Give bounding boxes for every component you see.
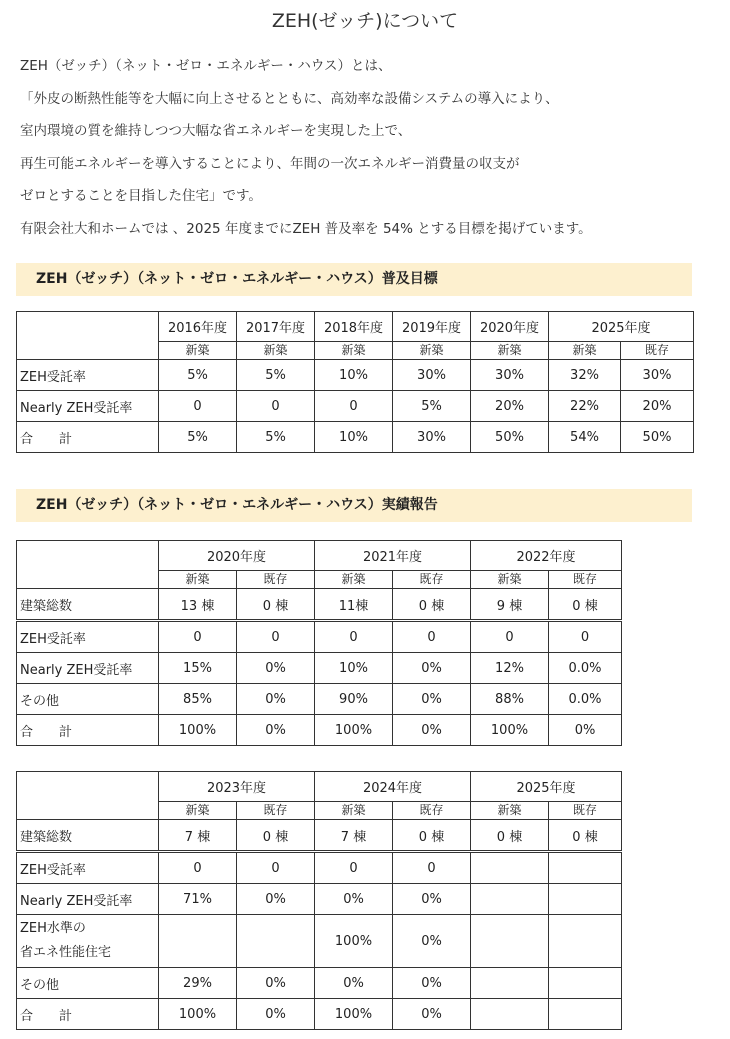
target-year-row [17,312,694,342]
cell: 0 [315,621,393,653]
year-header: 2024年度 [315,772,471,802]
year-header: 2025年度 [471,772,622,802]
table-row [17,621,622,653]
cell: 5% [237,360,315,391]
row-label: ZEH受託率 [17,621,159,653]
cell: 0 棟 [237,589,315,621]
table-row [17,360,694,391]
report-heading: ZEH（ゼッチ）（ネット・ゼロ・エネルギー・ハウス）実績報告 [16,489,692,522]
cell: 5% [237,422,315,453]
cell: 100% [315,999,393,1030]
cell: 0% [237,884,315,915]
year-header: 2017年度 [237,312,315,342]
cell: 20% [621,391,694,422]
table-row [17,589,622,621]
cell [549,915,622,968]
cell: 30% [393,360,471,391]
sub-header: 新築 [159,571,237,589]
cell: 0 [237,621,315,653]
cell: 0 棟 [393,589,471,621]
table-row [17,820,622,852]
year-header: 2025年度 [549,312,694,342]
sub-header: 新築 [159,802,237,820]
cell: 0 棟 [393,820,471,852]
cell [471,884,549,915]
table-row [17,653,622,684]
cell: 30% [621,360,694,391]
cell: 7 棟 [315,820,393,852]
cell: 85% [159,684,237,715]
row-label: その他 [17,968,159,999]
intro-line: 室内環境の質を維持しつつ大幅な省エネルギーを実現した上で、 [20,123,412,139]
cell: 54% [549,422,621,453]
cell: 0% [393,653,471,684]
table-row [17,684,622,715]
sub-header: 新築 [315,571,393,589]
cell: 5% [159,422,237,453]
sub-header: 既存 [237,571,315,589]
cell: 0% [393,999,471,1030]
row-label: 合 計 [17,999,159,1030]
sub-header: 新築 [471,802,549,820]
intro-text [20,56,720,251]
cell [471,852,549,884]
cell: 100% [315,915,393,968]
cell: 22% [549,391,621,422]
cell [471,968,549,999]
cell: 0% [237,999,315,1030]
cell: 0 棟 [471,820,549,852]
cell: 90% [315,684,393,715]
table-row [17,884,622,915]
cell: 9 棟 [471,589,549,621]
cell: 0% [549,715,622,746]
sub-header: 新築 [315,342,393,360]
table-row [17,968,622,999]
row-label: Nearly ZEH受託率 [17,653,159,684]
cell: 0 棟 [549,820,622,852]
intro-line: ゼロとすることを目指した住宅」です。 [20,188,262,204]
corner-cell [17,541,159,589]
year-header: 2023年度 [159,772,315,802]
cell: 0 棟 [549,589,622,621]
cell: 0 [393,621,471,653]
page-title: ZEH(ゼッチ)について [271,10,459,32]
year-header: 2020年度 [471,312,549,342]
cell: 71% [159,884,237,915]
sub-header: 新築 [393,342,471,360]
cell: 0.0% [549,653,622,684]
cell [549,884,622,915]
table-row [17,915,622,968]
cell: 0% [315,968,393,999]
year-header: 2016年度 [159,312,237,342]
cell: 50% [471,422,549,453]
table-row [17,852,622,884]
report2-year-row [17,772,622,802]
cell: 20% [471,391,549,422]
row-label-line: 省エネ性能住宅 [20,945,112,960]
cell: 5% [393,391,471,422]
corner-cell [17,312,159,360]
row-label: ZEH受託率 [17,852,159,884]
cell: 15% [159,653,237,684]
cell: 0 [159,391,237,422]
year-header: 2019年度 [393,312,471,342]
cell: 29% [159,968,237,999]
intro-line: 有限会社大和ホームでは 、2025 年度までにZEH 普及率を 54% とする目標を掲げています。 [20,220,592,237]
row-label: Nearly ZEH受託率 [17,391,159,422]
corner-cell [17,772,159,820]
cell: 0 [471,621,549,653]
sub-header: 新築 [549,342,621,360]
cell: 7 棟 [159,820,237,852]
cell: 0.0% [549,684,622,715]
sub-header: 新築 [471,342,549,360]
cell: 100% [471,715,549,746]
cell [471,999,549,1030]
cell: 30% [393,422,471,453]
cell [159,915,237,968]
cell: 10% [315,422,393,453]
cell: 100% [159,715,237,746]
cell [549,968,622,999]
cell: 0% [315,884,393,915]
cell: 0% [237,653,315,684]
cell: 0 [549,621,622,653]
year-header: 2018年度 [315,312,393,342]
row-label: 合 計 [17,422,159,453]
sub-header: 既存 [393,571,471,589]
cell [471,915,549,968]
cell: 100% [159,999,237,1030]
cell: 0% [393,884,471,915]
cell [237,915,315,968]
row-label: 建築総数 [17,820,159,852]
table-row [17,715,622,746]
cell: 0 [393,852,471,884]
intro-line: 再生可能エネルギーを導入することにより、年間の一次エネルギー消費量の収支が [20,155,520,172]
year-header: 2020年度 [159,541,315,571]
sub-header: 既存 [237,802,315,820]
cell: 88% [471,684,549,715]
sub-header: 既存 [549,802,622,820]
cell: 12% [471,653,549,684]
cell: 13 棟 [159,589,237,621]
cell: 0% [393,915,471,968]
sub-header: 新築 [159,342,237,360]
target-table [16,311,694,453]
cell [549,999,622,1030]
report-table-2 [16,771,622,1030]
report1-year-row [17,541,622,571]
sub-header: 既存 [393,802,471,820]
cell: 0% [393,968,471,999]
cell: 0 [159,852,237,884]
row-label: ZEH受託率 [17,360,159,391]
sub-header: 既存 [621,342,694,360]
row-label: Nearly ZEH受託率 [17,884,159,915]
sub-header: 既存 [549,571,622,589]
report-table-1 [16,540,622,746]
sub-header: 新築 [237,342,315,360]
row-label: 合 計 [17,715,159,746]
cell: 0% [237,684,315,715]
year-header: 2021年度 [315,541,471,571]
cell: 50% [621,422,694,453]
cell: 32% [549,360,621,391]
table-row [17,422,694,453]
cell: 0 [237,391,315,422]
sub-header: 新築 [471,571,549,589]
cell: 0 [159,621,237,653]
row-label-line: ZEH水準の [20,921,86,936]
cell: 0% [393,684,471,715]
sub-header: 新築 [315,802,393,820]
cell: 0 棟 [237,820,315,852]
cell: 11棟 [315,589,393,621]
cell: 0 [237,852,315,884]
cell: 5% [159,360,237,391]
row-label: 建築総数 [17,589,159,621]
row-label [17,915,159,968]
year-header: 2022年度 [471,541,622,571]
table-row [17,999,622,1030]
intro-line: ZEH（ゼッチ）（ネット・ゼロ・エネルギー・ハウス）とは、 [20,58,392,74]
cell: 100% [315,715,393,746]
cell: 0 [315,852,393,884]
cell: 30% [471,360,549,391]
row-label: その他 [17,684,159,715]
cell: 0 [315,391,393,422]
target-heading: ZEH（ゼッチ）（ネット・ゼロ・エネルギー・ハウス）普及目標 [16,263,692,296]
cell [549,852,622,884]
cell: 0% [237,968,315,999]
cell: 10% [315,653,393,684]
cell: 10% [315,360,393,391]
cell: 0% [393,715,471,746]
table-row [17,391,694,422]
cell: 0% [237,715,315,746]
intro-line: 「外皮の断熱性能等を大幅に向上させるとともに、高効率な設備システムの導入により、 [20,90,559,107]
